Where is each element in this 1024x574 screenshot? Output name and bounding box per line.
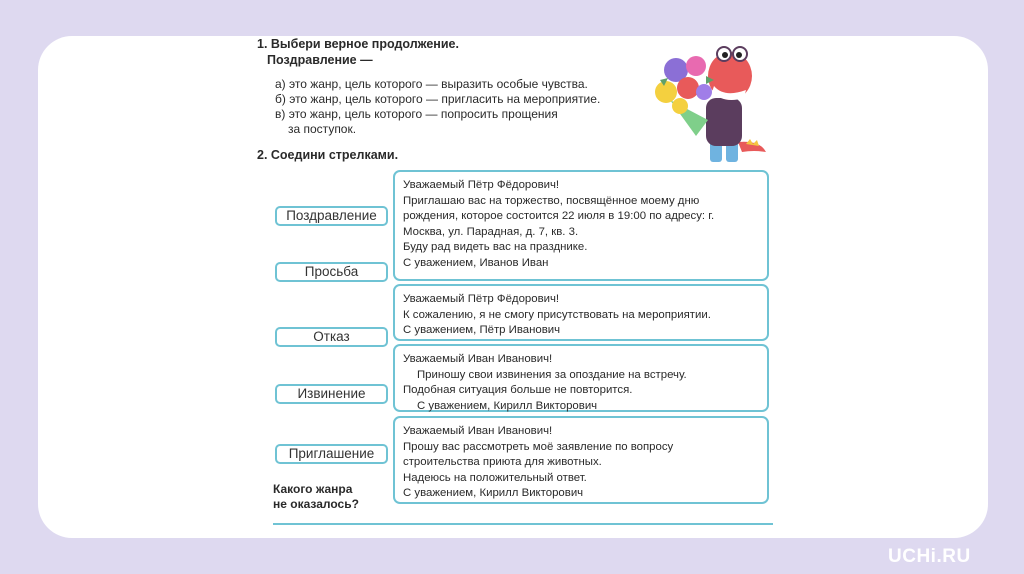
genre-invitation[interactable]: Приглашение bbox=[275, 444, 388, 464]
brand-logo: UCHi.RU bbox=[888, 546, 971, 567]
task2-title: 2. Соедини стрелками. bbox=[257, 148, 399, 162]
letter-4-line: Надеюсь на положительный ответ. bbox=[403, 471, 587, 484]
letter-1-line: рождения, которое состоится 22 июля в 19:00 по адресу: г. bbox=[403, 210, 715, 223]
letter-4-line: строительства приюта для животных. bbox=[403, 456, 602, 469]
letter-4-line: С уважением, Кирилл Викторович bbox=[403, 487, 584, 500]
worksheet-card bbox=[38, 36, 988, 538]
letter-1-line: Москва, ул. Парадная, д. 7, кв. 3. bbox=[403, 225, 579, 238]
letter-3-line: Приношу свои извинения за опоздание на встречу. bbox=[417, 368, 687, 381]
letter-3-line: Уважаемый Иван Иванович! bbox=[403, 353, 553, 365]
letter-1-line: С уважением, Иванов Иван bbox=[403, 256, 549, 269]
letter-card-2[interactable] bbox=[393, 284, 769, 341]
letter-card-3[interactable] bbox=[393, 344, 769, 412]
task1-option-a: а) это жанр, цель которого — выразить особые чувства. bbox=[275, 77, 588, 91]
genre-refusal[interactable]: Отказ bbox=[275, 327, 388, 347]
letter-4-line: Уважаемый Иван Иванович! bbox=[403, 425, 553, 437]
genre-apology[interactable]: Извинение bbox=[275, 384, 388, 404]
task1-title: 1. Выбери верное продолжение. bbox=[257, 37, 459, 51]
dragon-mascot-illustration bbox=[650, 40, 770, 166]
letter-3-line: Подобная ситуация больше не повторится. bbox=[403, 384, 633, 397]
letter-2-line: С уважением, Пётр Иванович bbox=[403, 324, 561, 337]
letter-2-line: Уважаемый Пётр Фёдорович! bbox=[403, 293, 560, 305]
task1-option-b: б) это жанр, цель которого — пригласить на мероприятие. bbox=[275, 92, 601, 106]
task1-option-c-cont: за поступок. bbox=[288, 122, 357, 136]
letter-1-line: Приглашаю вас на торжество, посвящённое моему дню bbox=[403, 194, 700, 207]
letter-3-line: С уважением, Кирилл Викторович bbox=[417, 399, 598, 412]
genre-request[interactable]: Просьба bbox=[275, 262, 388, 282]
letter-1-line: Уважаемый Пётр Фёдорович! bbox=[403, 179, 560, 191]
question-line: Какого жанра bbox=[273, 482, 353, 496]
letter-4-line: Прошу вас рассмотреть моё заявление по вопросу bbox=[403, 440, 674, 453]
genre-congratulation[interactable]: Поздравление bbox=[275, 206, 388, 226]
letter-1-line: Буду рад видеть вас на празднике. bbox=[403, 241, 588, 254]
letter-card-1[interactable] bbox=[393, 170, 769, 281]
task1-option-c: в) это жанр, цель которого — попросить прощения bbox=[275, 107, 558, 121]
letter-card-4[interactable] bbox=[393, 416, 769, 504]
question-line: не оказалось? bbox=[273, 497, 359, 511]
question-missing-genre bbox=[273, 482, 359, 512]
task1-subtitle: Поздравление — bbox=[267, 53, 373, 67]
answer-line bbox=[273, 523, 773, 525]
letter-2-line: К сожалению, я не смогу присутствовать на мероприятии. bbox=[403, 308, 711, 321]
